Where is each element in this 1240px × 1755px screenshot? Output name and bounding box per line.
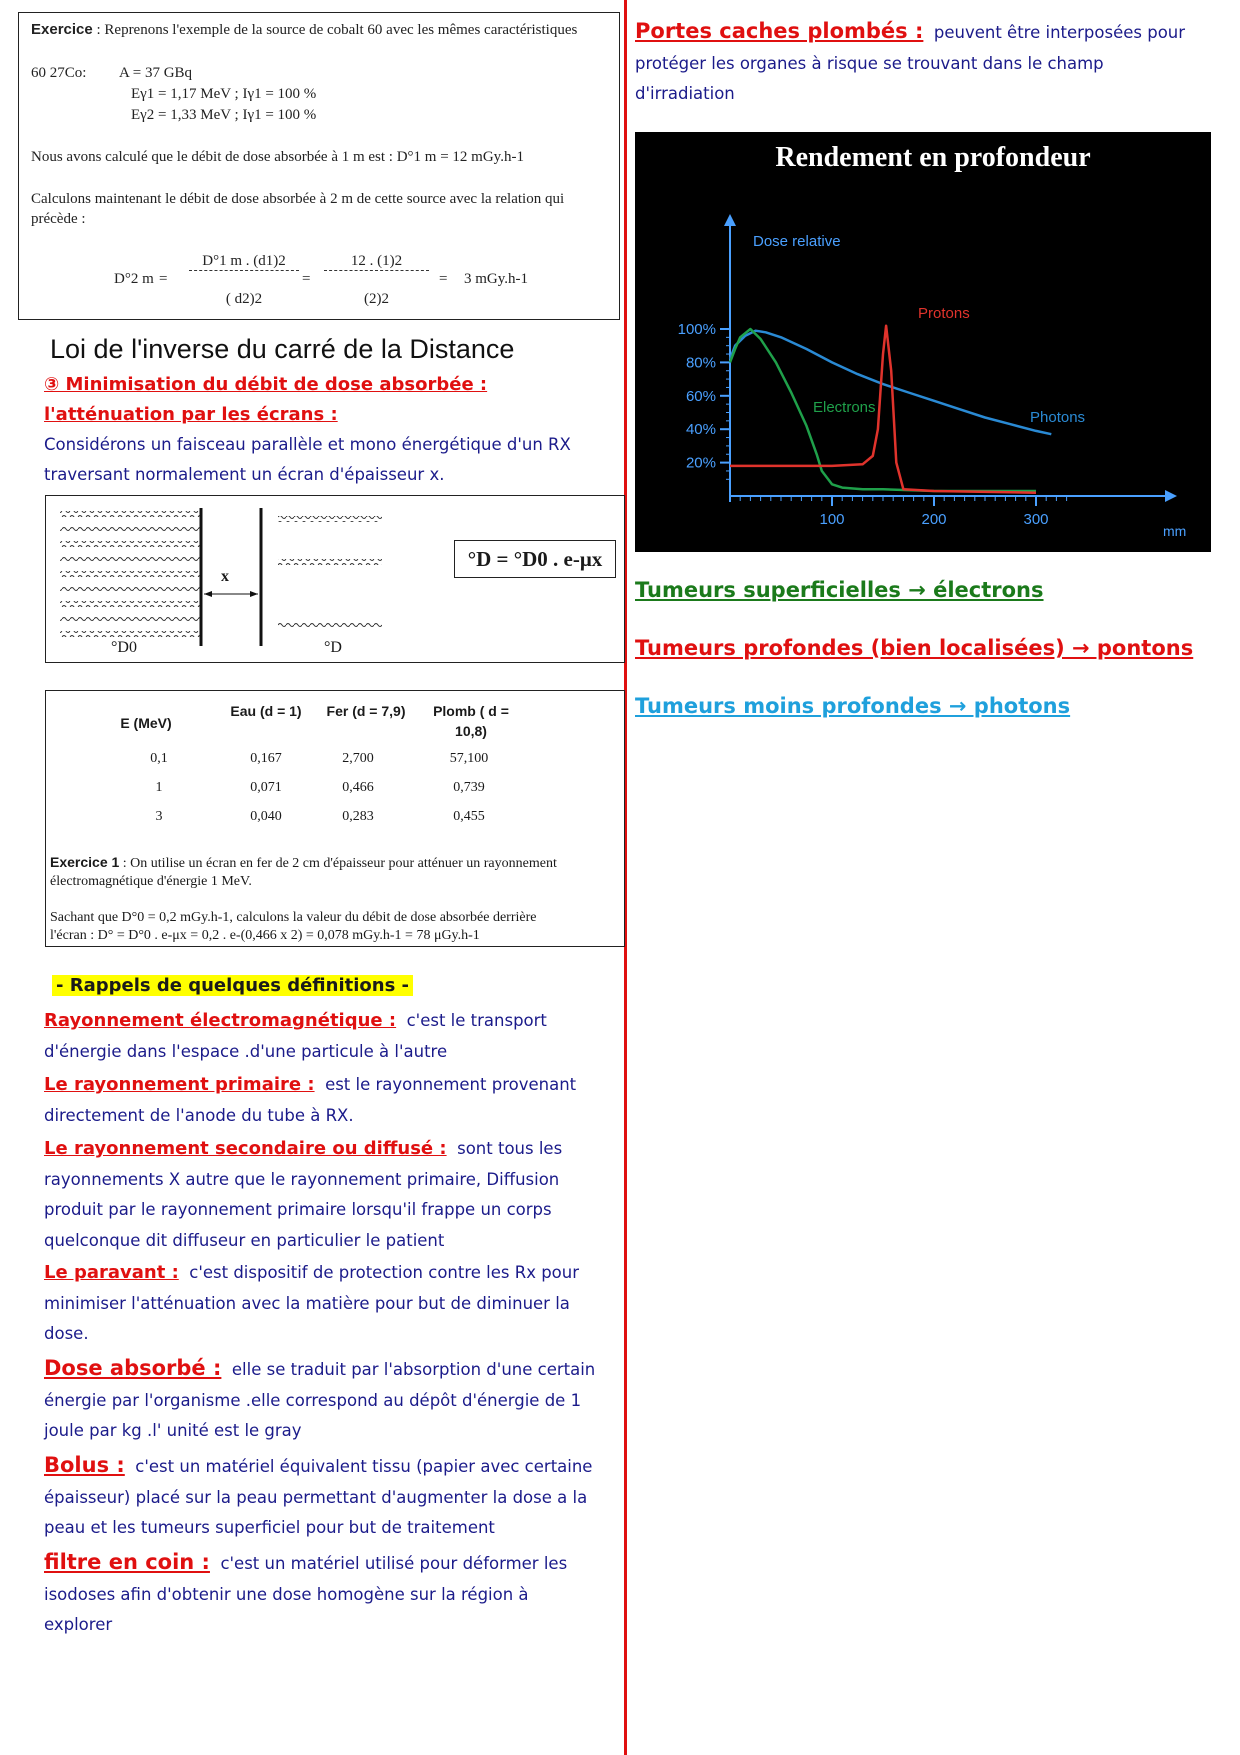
definition-term: Bolus :: [44, 1453, 125, 1477]
frac1-numerator: D°1 m . (d1)2: [189, 253, 299, 271]
d-label: °D: [324, 639, 342, 656]
definition-text: c'est un matériel équivalent tissu (papier avec certaine: [135, 1457, 593, 1476]
definition-text: rayonnements X autre que le rayonnement primaire, Diffusion: [44, 1169, 560, 1189]
definition-item: [44, 1134, 616, 1256]
definition-text: isodoses afin d'obtenir une dose homogène sur la région à: [44, 1584, 529, 1604]
transmitted-beam-waves: [278, 516, 382, 627]
d0-label: °D0: [111, 639, 137, 656]
attenuation-table: [45, 690, 625, 947]
y-tick-label: 40%: [685, 421, 716, 439]
caches-text: d'irradiation: [635, 84, 735, 103]
frac1-denominator: ( d2)2: [225, 291, 263, 307]
energy-1: Eγ1 = 1,17 MeV ; Iγ1 = 100 %: [131, 86, 317, 102]
exercise-box: [18, 12, 620, 320]
y-axis-arrow: [724, 214, 736, 226]
caches-term: Portes caches plombés :: [635, 19, 924, 43]
definition-text: est le rayonnement provenant: [325, 1075, 577, 1094]
table-cell: 0,1: [150, 751, 168, 766]
definition-text: épaisseur) placé sur la peau permettant d'augmenter la dose a la: [44, 1487, 588, 1507]
equals-2: =: [302, 271, 311, 287]
table-header-energy: E (MeV): [120, 715, 172, 731]
series-label-protons: Protons: [918, 305, 970, 322]
result-1m: Nous avons calculé que le débit de dose absorbée à 1 m est : D°1 m = 12 mGy.h-1: [31, 149, 524, 165]
table-cell: 0,466: [342, 780, 374, 795]
definition-text: joule par kg .l' unité est le gray: [44, 1421, 302, 1440]
x-tick-label: 200: [921, 511, 947, 528]
table-cell: 0,283: [342, 809, 374, 824]
table-cell: 0,167: [250, 751, 282, 766]
definition-text: dose.: [44, 1324, 89, 1343]
definition-text: elle se traduit par l'absorption d'une certain: [231, 1360, 596, 1379]
formula-lhs: D°2 m: [114, 271, 154, 287]
exercise1-line2: électromagnétique d'énergie 1 MeV.: [50, 874, 252, 889]
table-cell: 0,071: [250, 780, 282, 795]
x-tick-label: 100: [819, 511, 845, 528]
y-tick-label: 20%: [685, 454, 716, 472]
caches-paragraph: [635, 16, 1225, 110]
law-title: Loi de l'inverse du carré de la Distance: [50, 334, 515, 364]
definition-text: peau et les tumeurs superficiel pour but de traitement: [44, 1518, 495, 1537]
definition-text: sont tous les: [457, 1139, 563, 1158]
definition-item: [44, 1070, 616, 1131]
definition-item: [44, 1450, 616, 1544]
definition-item: [44, 1258, 616, 1350]
equals-1: =: [159, 271, 168, 287]
definition-text: produit par le rayonnement primaire lorsqu'il frappe un corps: [44, 1200, 552, 1219]
section3-title: [44, 370, 614, 490]
section3-text-line1: Considérons un faisceau parallèle et mono énergétique d'un RX: [44, 435, 571, 454]
frac2-denominator: (2)2: [364, 291, 389, 307]
chart-ylabel: Dose relative: [753, 233, 841, 250]
definition-text: d'énergie dans l'espace .d'une particule à l'autre: [44, 1041, 448, 1061]
definition-text: c'est dispositif de protection contre les Rx pour: [189, 1263, 580, 1282]
definition-term: Rayonnement électromagnétique :: [44, 1010, 397, 1031]
table-cell: 2,700: [342, 751, 374, 766]
definition-item: [44, 1547, 616, 1641]
series-label-photons: Photons: [1030, 409, 1086, 426]
definition-text: explorer: [44, 1615, 113, 1634]
attenuation-diagram: [46, 496, 624, 662]
caches-text: peuvent être interposées pour: [933, 23, 1186, 42]
exercise1-line1: : On utilise un écran en fer de 2 cm d'épaisseur pour atténuer un rayonnement: [122, 856, 557, 871]
exercise1-line3: Sachant que D°0 = 0,2 mGy.h-1, calculons la valeur du débit de dose absorbée derrière: [50, 910, 537, 925]
caches-text: protéger les organes à risque se trouvant dans le champ: [635, 53, 1104, 73]
intro-2m-line1: Calculons maintenant le débit de dose absorbée à 2 m de cette source avec la relation qui: [31, 191, 565, 207]
series-label-electrons: Electrons: [813, 399, 876, 416]
thickness-label: x: [221, 568, 229, 585]
definition-text: directement de l'anode du tube à RX.: [44, 1105, 354, 1125]
tumor-superficial: Tumeurs superficielles → électrons: [635, 578, 1044, 602]
table-cell: 57,100: [449, 751, 489, 766]
depth-dose-chart-svg: [635, 132, 1211, 552]
intro-2m-line2: précède :: [31, 211, 86, 227]
attenuation-formula: °D = °D0 . e-μx: [454, 540, 616, 578]
definition-term: Le rayonnement secondaire ou diffusé :: [44, 1138, 447, 1159]
table-cell: 0,455: [453, 809, 485, 824]
section3-title-line1: ③ Minimisation du débit de dose absorbée :: [44, 374, 488, 395]
table-header-lead: Plomb ( d = 10,8): [433, 703, 509, 739]
definition-text: quelconque dit diffuseur en particulier le patient: [44, 1230, 445, 1250]
section3-text-line2: traversant normalement un écran d'épaisseur x.: [44, 465, 445, 484]
y-tick-label: 100%: [677, 321, 716, 338]
definition-term: Dose absorbé :: [44, 1356, 222, 1380]
exercise1-text: [50, 853, 620, 945]
definition-item: [44, 1353, 616, 1447]
isotope: 60 27Co:: [31, 65, 87, 81]
y-tick-label: 80%: [685, 354, 716, 372]
section3-title-line2: l'atténuation par les écrans :: [44, 404, 338, 425]
exercise-heading: Exercice: [31, 21, 93, 38]
exercise1-heading: Exercice 1: [50, 854, 120, 870]
table-cell: 3: [155, 809, 163, 824]
depth-dose-chart: [635, 132, 1211, 552]
definition-term: Le paravant :: [44, 1262, 179, 1283]
exercise-heading-rest: : Reprenons l'exemple de la source de cobalt 60 avec les mêmes caractéristiques: [96, 22, 578, 38]
table-header-water: Eau (d = 1): [230, 703, 302, 719]
definition-text: énergie par l'organisme .elle correspond au dépôt d'énergie de 1: [44, 1390, 582, 1410]
x-axis-arrow: [1165, 490, 1177, 502]
table-cell: 1: [155, 780, 163, 795]
table-cell: 0,739: [453, 780, 485, 795]
incident-beam-waves: [60, 511, 200, 637]
chart-xlabel: mm: [1163, 523, 1187, 539]
tumor-less-deep: Tumeurs moins profondes → photons: [635, 694, 1071, 718]
table-header-iron: Fer (d = 7,9): [326, 703, 406, 719]
definition-text: minimiser l'atténuation avec la matière pour but de diminuer la: [44, 1293, 570, 1313]
chart-title: Rendement en profondeur: [775, 142, 1091, 173]
y-tick-label: 60%: [685, 387, 716, 405]
x-tick-label: 300: [1023, 511, 1049, 528]
tumor-deep: Tumeurs profondes (bien localisées) → pontons: [635, 636, 1194, 660]
energy-2: Eγ2 = 1,33 MeV ; Iγ1 = 100 %: [131, 107, 317, 123]
activity: A = 37 GBq: [119, 65, 193, 81]
equals-3: =: [439, 271, 448, 287]
definitions-title: - Rappels de quelques définitions -: [52, 975, 413, 996]
exercise1-line4: l'écran : D° = D°0 . e-μx = 0,2 . e-(0,466 x 2) = 0,078 mGy.h-1 = 78 μGy.h-1: [50, 928, 480, 943]
definition-text: c'est un matériel utilisé pour déformer les: [220, 1554, 568, 1573]
formula-result: 3 mGy.h-1: [464, 271, 529, 287]
table-cell: 0,040: [250, 809, 282, 824]
definition-term: filtre en coin :: [44, 1550, 210, 1574]
attenuation-figure: [45, 495, 625, 663]
definition-item: [44, 1006, 616, 1067]
frac2-numerator: 12 . (1)2: [324, 253, 429, 271]
exercise-heading-line: [31, 21, 577, 39]
series-line-protons: [730, 326, 1036, 493]
definition-text: c'est le transport: [406, 1011, 547, 1030]
definition-term: Le rayonnement primaire :: [44, 1074, 315, 1095]
